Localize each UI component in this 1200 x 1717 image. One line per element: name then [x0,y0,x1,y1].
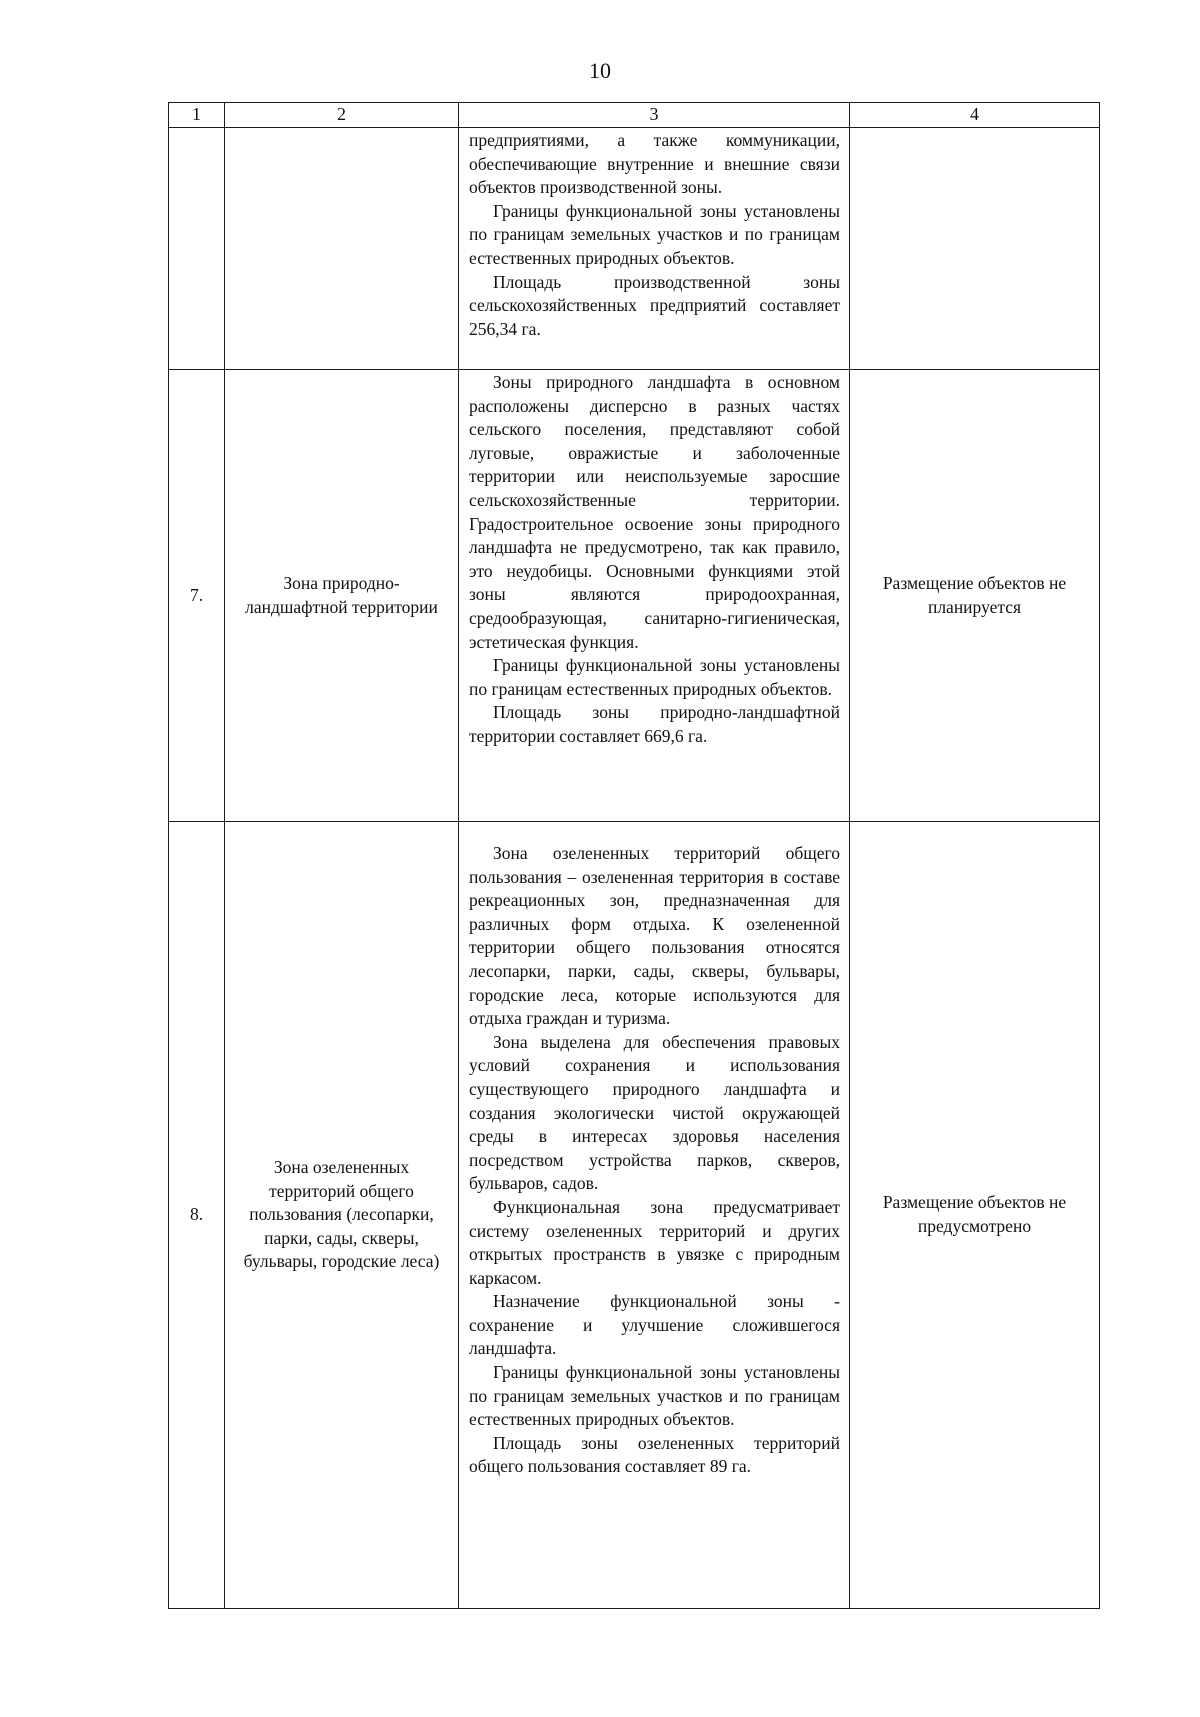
zone-description [459,822,850,1609]
description-paragraph: предприятиями, а также коммуникации, обеспечивающие внутренние и внешние связи объектов производственной зоны. [469,130,840,198]
zone-description [459,128,850,370]
description-paragraph: Площадь зоны озелененных территорий общего пользования составляет 89 га. [469,1432,840,1477]
description-paragraph: Площадь производственной зоны сельскохозяйственных предприятий составляет 256,34 га. [469,271,840,339]
zones-table [168,102,1100,1609]
zone-description [459,370,850,822]
table-row-8 [169,822,1100,1609]
planning-note: Размещение объектов не планируется [850,370,1100,822]
zone-name [225,128,459,370]
row-number [169,128,225,370]
zone-name: Зона озелененных территорий общего пользования (лесопарки, парки, сады, скверы, бульвары, городские леса) [225,822,459,1609]
description-paragraph: Площадь зоны природно-ландшафтной территории составляет 669,6 га. [469,702,840,746]
table-row-continuation [169,128,1100,370]
page-number: 10 [589,58,611,83]
description-paragraph: Границы функциональной зоны установлены по границам земельных участков и по границам естественных природных объектов. [469,200,840,268]
row-number: 7. [169,370,225,822]
table-header-row [169,103,1100,128]
planning-note: Размещение объектов не предусмотрено [850,822,1100,1609]
zone-name: Зона природно-ландшафтной территории [225,370,459,822]
description-paragraph: Функциональная зона предусматривает систему озелененных территорий и других открытых пространств в увязке с природным каркасом. [469,1196,840,1288]
row-number: 8. [169,822,225,1609]
header-cell-3: 3 [459,103,850,128]
header-cell-4: 4 [850,103,1100,128]
header-cell-2: 2 [225,103,459,128]
header-cell-1: 1 [169,103,225,128]
table-row-7 [169,370,1100,822]
description-paragraph: Зона выделена для обеспечения правовых условий сохранения и использования существующего природного ландшафта и создания экологически чистой окружающей среды в интересах здоровья населения посредством устройства парков, скверов, бульваров, садов. [469,1031,840,1194]
planning-note [850,128,1100,370]
description-paragraph: Зоны природного ландшафта в основном расположены дисперсно в разных частях сельского поселения, представляют собой луговые, овражистые и заболоченные территории или неиспользуемые заросшие сельскохозяйственные территории. Градостроительное освоение зоны природного ландшафта не предусмотрено, так как правило, это неудобицы. Основными функциями этой зоны являются природоохранная, средообразующая, санитарно-гигиеническая, эстетическая функция. [469,372,840,652]
description-paragraph: Границы функциональной зоны установлены по границам земельных участков и по границам естественных природных объектов. [469,1362,840,1430]
description-paragraph: Границы функциональной зоны установлены по границам естественных природных объектов. [469,655,840,699]
description-paragraph: Зона озелененных территорий общего пользования – озелененная территория в составе рекреационных зон, предназначенная для различных форм отдыха. К озелененной территории общего пользования относятся лесопарки, парки, сады, скверы, бульвары, городские леса, которые используются для отдыха граждан и туризма. [469,843,840,1029]
description-paragraph: Назначение функциональной зоны - сохранение и улучшение сложившегося ландшафта. [469,1291,840,1359]
